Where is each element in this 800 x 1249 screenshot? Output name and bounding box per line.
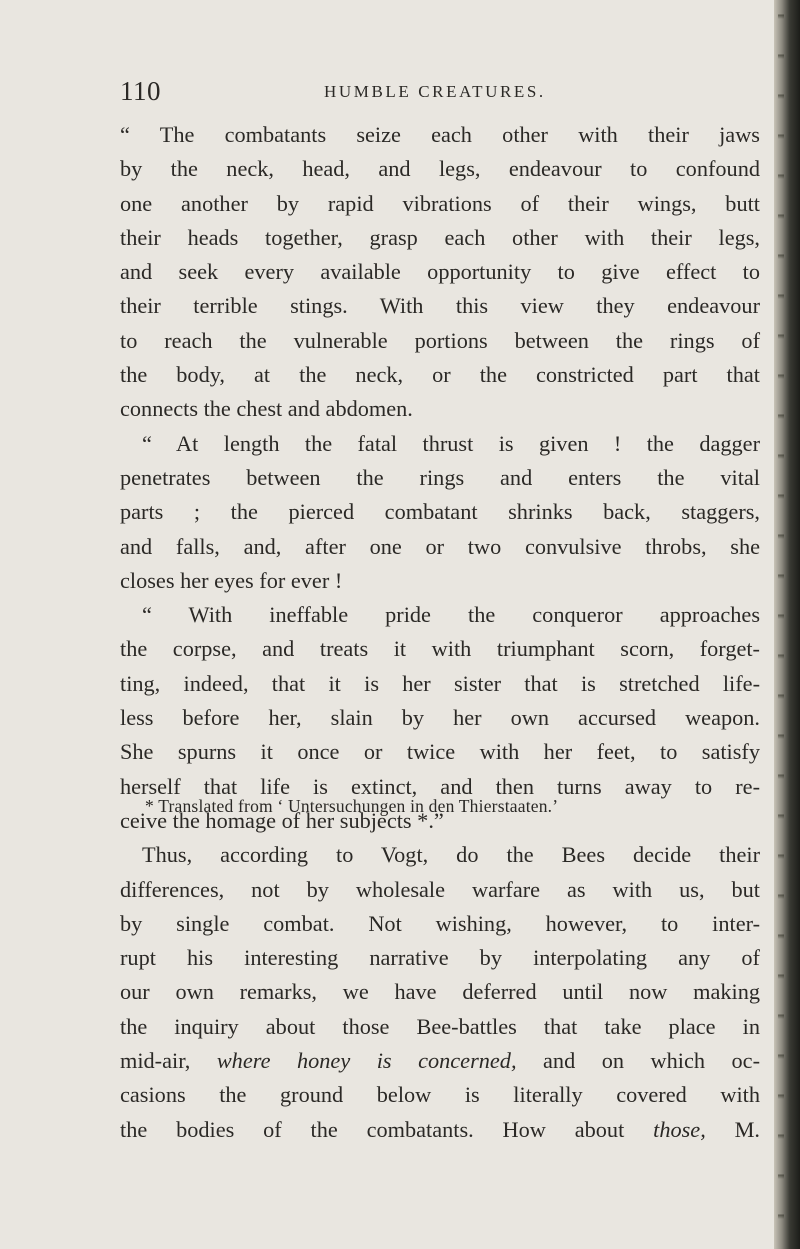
text-fragment: mid-air, bbox=[120, 1048, 217, 1074]
text-line: to reach the vulnerable portions between the rings of bbox=[120, 327, 760, 353]
page-number: 110 bbox=[120, 76, 161, 106]
text-line: by single combat. Not wishing, however, to inter- bbox=[120, 910, 760, 936]
text-line: by the neck, head, and legs, endeavour to confound bbox=[120, 156, 760, 182]
text-line: their heads together, grasp each other with their legs, bbox=[120, 224, 760, 250]
text-line: the inquiry about those Bee-battles that take place in bbox=[120, 1013, 760, 1039]
running-head: HUMBLE CREATURES. bbox=[324, 82, 546, 101]
text-line: “ The combatants seize each other with their jaws bbox=[120, 122, 760, 147]
text-fragment: and on which oc- bbox=[516, 1048, 760, 1074]
footnote: * Translated from ‘ Untersuchungen in den Thierstaaten.’ bbox=[145, 796, 559, 816]
text-line: herself that life is extinct, and then turns away to re- bbox=[120, 773, 760, 799]
book-spine-edge bbox=[774, 0, 800, 1249]
text-line: our own remarks, we have deferred until now making bbox=[120, 979, 760, 1005]
text-line: ceive the homage of her subjects *.” bbox=[120, 807, 444, 833]
text-line: “ At length the fatal thrust is given ! the dagger bbox=[142, 430, 760, 456]
text-line: differences, not by wholesale warfare as with us, but bbox=[120, 876, 760, 902]
text-line: the body, at the neck, or the constricted part that bbox=[120, 362, 760, 388]
text-line: the corpse, and treats it with triumphant scorn, forget- bbox=[120, 636, 760, 662]
text-line: connects the chest and abdomen. bbox=[120, 396, 413, 422]
page-header bbox=[120, 76, 760, 106]
text-line: “ With ineffable pride the conqueror approaches bbox=[142, 602, 760, 628]
text-line: less before her, slain by her own accursed weapon. bbox=[120, 705, 760, 731]
text-line: Thus, according to Vogt, do the Bees decide their bbox=[142, 842, 760, 868]
text-fragment: M. bbox=[705, 1116, 760, 1142]
text-line: closes her eyes for ever ! bbox=[120, 567, 343, 593]
text-line: and seek every available opportunity to give effect to bbox=[120, 259, 760, 285]
text-line: parts ; the pierced combatant shrinks back, staggers, bbox=[120, 499, 760, 525]
text-line: ting, indeed, that it is her sister that is stretched life- bbox=[120, 670, 760, 696]
body-text bbox=[120, 118, 760, 1147]
text-line: and falls, and, after one or two convulsive throbs, she bbox=[120, 533, 760, 559]
text-fragment: the bodies of the combatants. How about bbox=[120, 1116, 654, 1142]
text-line: rupt his interesting narrative by interpolating any of bbox=[120, 945, 760, 971]
italic-phrase: where honey is concerned, bbox=[216, 1048, 517, 1074]
italic-word: those, bbox=[653, 1116, 706, 1142]
text-line: She spurns it once or twice with her feet, to satisfy bbox=[120, 739, 760, 765]
text-line: penetrates between the rings and enters the vital bbox=[120, 464, 760, 490]
text-line: one another by rapid vibrations of their wings, butt bbox=[120, 190, 760, 216]
text-line bbox=[120, 1044, 760, 1078]
text-line bbox=[120, 1113, 760, 1147]
text-line: their terrible stings. With this view they endeavour bbox=[120, 293, 760, 319]
text-line: casions the ground below is literally covered with bbox=[120, 1082, 760, 1108]
